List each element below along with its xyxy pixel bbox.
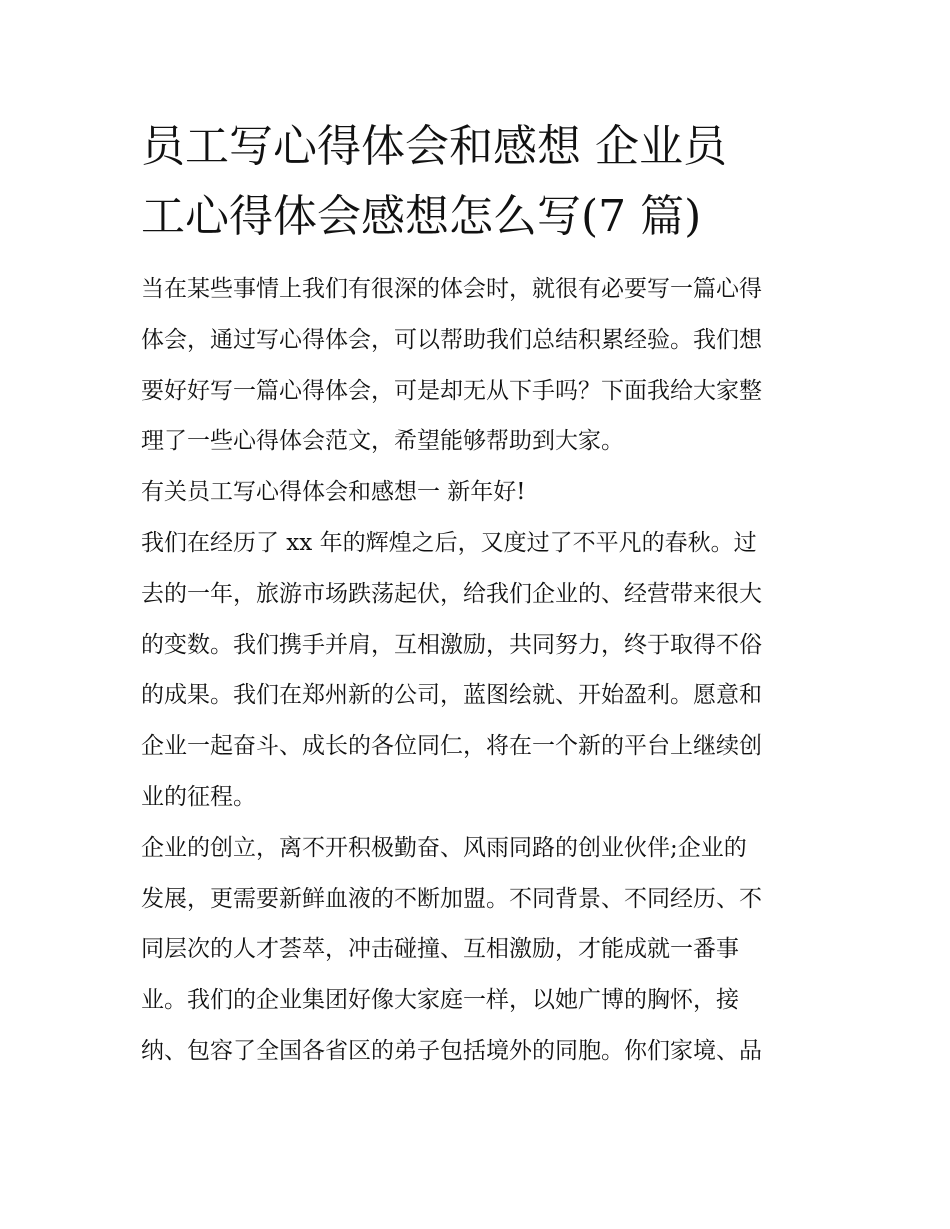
- text-line: 企业一起奋斗、成长的各位同仁，将在一个新的平台上继续创: [141, 733, 762, 760]
- text-line: 当在某些事情上我们有很深的体会时，就很有必要写一篇心得: [141, 276, 762, 302]
- paragraph-1: [141, 518, 813, 823]
- title-line-1: 员工写心得体会和感想 企业员: [141, 121, 727, 172]
- text-line: 理了一些心得体会范文，希望能够帮助到大家。: [141, 428, 624, 455]
- document-body: [141, 264, 813, 1077]
- text-line: 发展，更需要新鲜血液的不断加盟。不同背景、不同经历、不: [141, 885, 762, 912]
- text-line: 的变数。我们携手并肩，互相激励，共同努力，终于取得不俗: [141, 631, 762, 658]
- text-line: 我们在经历了 xx 年的辉煌之后，又度过了不平凡的春秋。过: [141, 529, 757, 556]
- text-line: 纳、包容了全国各省区的弟子包括境外的同胞。你们家境、品: [141, 1037, 762, 1064]
- paragraph-heading: [141, 467, 813, 518]
- text-line: 企业的创立，离不开积极勤奋、风雨同路的创业伙伴;企业的: [141, 834, 747, 861]
- text-line: 要好好写一篇心得体会，可是却无从下手吗？下面我给大家整: [141, 377, 762, 404]
- paragraph-2: [141, 823, 813, 1077]
- text-line: 有关员工写心得体会和感想一 新年好!: [141, 479, 526, 506]
- document-content: [141, 112, 813, 1077]
- document-title: [141, 112, 813, 252]
- paragraph-intro: [141, 264, 813, 467]
- text-line: 业的征程。: [141, 783, 256, 810]
- title-line-2: 工心得体会感想怎么写(7 篇): [141, 191, 702, 242]
- text-line: 去的一年，旅游市场跌荡起伏，给我们企业的、经营带来很大: [141, 580, 762, 607]
- text-line: 体会，通过写心得体会，可以帮助我们总结积累经验。我们想: [141, 326, 762, 353]
- text-line: 业。我们的企业集团好像大家庭一样，以她广博的胸怀，接: [141, 987, 739, 1014]
- text-line: 同层次的人才荟萃，冲击碰撞、互相激励，才能成就一番事: [141, 936, 739, 963]
- text-line: 的成果。我们在郑州新的公司，蓝图绘就、开始盈利。愿意和: [141, 682, 762, 709]
